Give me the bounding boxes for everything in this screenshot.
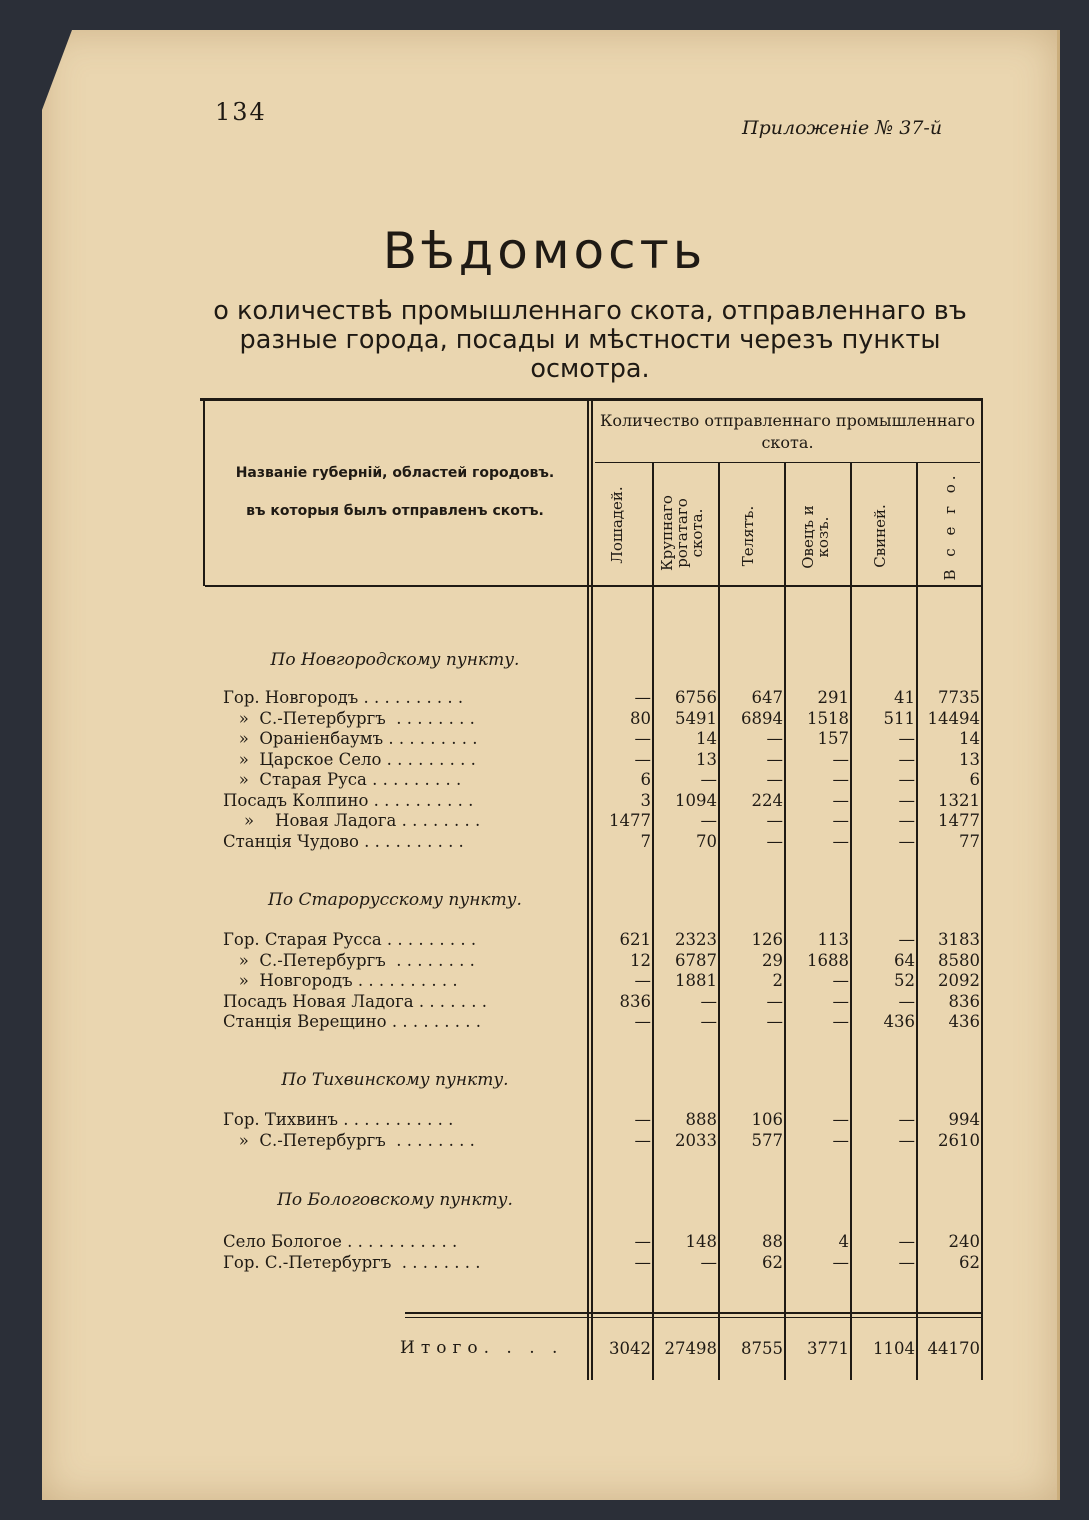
document-subtitle: о количествѣ промышленнаго скота, отправленнаго въ разные города, посады и мѣстности черезъ пункты осмотра.: [213, 296, 967, 384]
row-value: 994: [948, 1110, 980, 1129]
row-value: 41: [894, 688, 915, 707]
row-value: 6756: [675, 688, 717, 707]
name-header-line1: Названіе губерній, областей городовъ.: [235, 465, 555, 481]
table-row: [223, 811, 980, 831]
row-value: —: [634, 1012, 651, 1031]
row-value: 6: [969, 770, 980, 789]
totals-row: [223, 1339, 980, 1359]
page-number: 134: [215, 98, 267, 126]
table-row: [223, 688, 980, 708]
row-value: —: [898, 790, 915, 810]
row-value: 1518: [807, 708, 849, 728]
left-border: [203, 400, 205, 586]
row-value: 62: [959, 1252, 980, 1272]
row-value: 6787: [675, 950, 717, 970]
col-header-calves: Телятъ.: [739, 505, 757, 567]
qty-header: Количество отправленнаго промышленнаго скота.: [599, 411, 976, 452]
row-destination: Станція Верещино . . . . . . . . .: [223, 1012, 482, 1031]
row-value: 157: [817, 729, 849, 748]
row-destination: Гор. С.-Петербургъ . . . . . . . .: [223, 1252, 481, 1272]
total-rule-2: [405, 1317, 983, 1318]
row-destination: » Старая Руса . . . . . . . . .: [223, 770, 462, 789]
row-destination: » С.-Петербургъ . . . . . . . .: [223, 950, 475, 970]
row-value: 8580: [938, 950, 980, 970]
row-destination: Гор. Старая Русса . . . . . . . . .: [223, 930, 477, 949]
row-value: —: [700, 1012, 717, 1031]
col-header-total: В с е г о.: [941, 471, 959, 581]
row-destination: » Царское Село . . . . . . . . .: [223, 749, 476, 769]
total-all: 44170: [927, 1339, 980, 1358]
row-value: —: [898, 729, 915, 748]
row-destination: » С.-Петербургъ . . . . . . . .: [223, 708, 475, 728]
row-value: 14: [696, 729, 717, 748]
section-title-tikhvin: По Тихвинскому пункту.: [281, 1070, 509, 1090]
table-row: [223, 1012, 980, 1032]
row-value: —: [766, 770, 783, 789]
row-destination: Посадъ Колпино . . . . . . . . . .: [223, 790, 474, 810]
row-value: —: [898, 770, 915, 789]
row-value: 436: [948, 1012, 980, 1031]
total-cattle: 27498: [664, 1339, 717, 1358]
row-value: 1094: [675, 790, 717, 810]
document-title: Вѣдомость: [382, 222, 707, 280]
right-border: [981, 400, 983, 1380]
row-value: 621: [619, 930, 651, 949]
row-value: —: [832, 749, 849, 769]
row-value: —: [898, 811, 915, 830]
row-value: —: [700, 1252, 717, 1272]
section-title-bologoe: По Бологовскому пункту.: [277, 1190, 513, 1210]
row-value: 647: [751, 688, 783, 707]
table-row: [223, 750, 980, 770]
row-value: —: [832, 770, 849, 789]
row-value: 14: [959, 729, 980, 748]
row-destination: » С.-Петербургъ . . . . . . . .: [223, 1130, 475, 1150]
total-sheep: 3771: [807, 1339, 849, 1358]
table-row: [223, 1110, 980, 1130]
row-value: 14494: [927, 708, 980, 728]
row-value: 52: [894, 971, 915, 990]
row-value: 836: [619, 991, 651, 1011]
row-value: 148: [685, 1232, 717, 1251]
row-value: 2610: [938, 1130, 980, 1150]
row-value: 106: [751, 1110, 783, 1129]
row-value: 6: [640, 770, 651, 789]
col-header-pigs: Свиней.: [871, 504, 889, 568]
table-row: [223, 971, 980, 991]
table-row: [223, 770, 980, 790]
row-value: 1881: [675, 971, 717, 990]
row-destination: » Новая Ладога . . . . . . . .: [223, 811, 481, 830]
total-calves: 8755: [741, 1339, 783, 1358]
row-value: 2033: [675, 1130, 717, 1150]
row-value: 13: [959, 749, 980, 769]
row-value: —: [898, 930, 915, 949]
row-value: —: [634, 1252, 651, 1272]
row-value: 2323: [675, 930, 717, 949]
row-value: 126: [751, 930, 783, 949]
row-destination: » Ораніенбаумъ . . . . . . . . .: [223, 729, 478, 748]
row-value: 12: [630, 950, 651, 970]
row-value: 436: [883, 1012, 915, 1031]
section-title-novgorod: По Новгородскому пункту.: [270, 650, 520, 670]
col-header-sheep: Овецъ и козъ.: [799, 505, 832, 569]
row-value: —: [634, 749, 651, 769]
total-rule: [405, 1312, 983, 1314]
row-value: —: [634, 688, 651, 707]
row-value: —: [832, 991, 849, 1011]
row-value: 5491: [675, 708, 717, 728]
row-value: 80: [630, 708, 651, 728]
row-destination: Гор. Новгородъ . . . . . . . . . .: [223, 688, 464, 707]
row-value: —: [634, 1232, 651, 1251]
row-value: —: [766, 729, 783, 748]
row-value: 7: [640, 831, 651, 851]
row-value: —: [898, 831, 915, 851]
row-destination: Посадъ Новая Ладога . . . . . . .: [223, 991, 488, 1011]
row-value: —: [766, 811, 783, 830]
row-value: 1688: [807, 950, 849, 970]
row-value: —: [700, 811, 717, 830]
row-value: —: [832, 1110, 849, 1129]
row-value: 888: [685, 1110, 717, 1129]
table-row: [223, 951, 980, 971]
row-value: —: [634, 729, 651, 748]
row-value: 291: [817, 688, 849, 707]
row-value: —: [898, 1110, 915, 1129]
row-value: —: [700, 770, 717, 789]
row-value: —: [832, 1252, 849, 1272]
row-value: 7735: [938, 688, 980, 707]
row-value: —: [766, 831, 783, 851]
row-value: —: [766, 749, 783, 769]
table-row: [223, 709, 980, 729]
table-row: [223, 1253, 980, 1273]
row-value: —: [832, 790, 849, 810]
table-row: [223, 832, 980, 852]
col-header-horses: Лошадей.: [608, 486, 626, 564]
row-value: —: [832, 971, 849, 990]
row-value: 224: [751, 790, 783, 810]
row-destination: » Новгородъ . . . . . . . . . .: [223, 971, 458, 990]
appendix-label: Приложеніе № 37-й: [742, 117, 943, 139]
row-value: —: [832, 831, 849, 851]
name-header-line2: въ которыя былъ отправленъ скотъ.: [246, 503, 544, 519]
header-bottom-rule: [205, 585, 983, 587]
table-row: [223, 1131, 980, 1151]
row-value: 1321: [938, 790, 980, 810]
row-value: —: [634, 971, 651, 990]
row-value: 4: [838, 1232, 849, 1251]
total-pigs: 1104: [873, 1339, 915, 1358]
row-destination: Гор. Тихвинъ . . . . . . . . . . .: [223, 1110, 454, 1129]
table-row: [223, 992, 980, 1012]
row-value: 6894: [741, 708, 783, 728]
table-row: [223, 791, 980, 811]
row-value: 113: [817, 930, 849, 949]
row-value: —: [832, 1012, 849, 1031]
row-value: —: [634, 1110, 651, 1129]
table-row: [223, 729, 980, 749]
row-value: 62: [762, 1252, 783, 1272]
row-value: —: [898, 1130, 915, 1150]
table-row: [223, 930, 980, 950]
section-title-staraya-russa: По Старорусскому пункту.: [268, 890, 522, 910]
row-value: —: [634, 1130, 651, 1150]
row-value: —: [898, 749, 915, 769]
table-row: [223, 1232, 980, 1252]
row-value: 2: [772, 971, 783, 990]
row-value: —: [832, 1130, 849, 1150]
col-header-cattle: Крупнаго рогатаго скота.: [658, 495, 706, 571]
row-value: —: [898, 1232, 915, 1251]
row-value: 88: [762, 1232, 783, 1251]
total-horses: 3042: [609, 1339, 651, 1358]
row-value: 240: [948, 1232, 980, 1251]
row-value: —: [700, 991, 717, 1011]
row-value: —: [898, 991, 915, 1011]
row-value: 64: [894, 950, 915, 970]
row-value: 70: [696, 831, 717, 851]
row-value: 3183: [938, 930, 980, 949]
row-value: 577: [751, 1130, 783, 1150]
row-value: 1477: [938, 811, 980, 830]
row-value: —: [766, 1012, 783, 1031]
row-destination: Село Бологое . . . . . . . . . . .: [223, 1232, 458, 1251]
row-value: —: [766, 991, 783, 1011]
row-destination: Станція Чудово . . . . . . . . . .: [223, 831, 464, 851]
row-value: 1477: [609, 811, 651, 830]
row-value: —: [898, 1252, 915, 1272]
row-value: —: [832, 811, 849, 830]
row-value: 836: [948, 991, 980, 1011]
row-value: 77: [959, 831, 980, 851]
row-value: 2092: [938, 971, 980, 990]
row-value: 511: [883, 708, 915, 728]
row-value: 29: [762, 950, 783, 970]
row-value: 3: [640, 790, 651, 810]
total-label: Итого. . . .: [400, 1338, 564, 1358]
row-value: 13: [696, 749, 717, 769]
